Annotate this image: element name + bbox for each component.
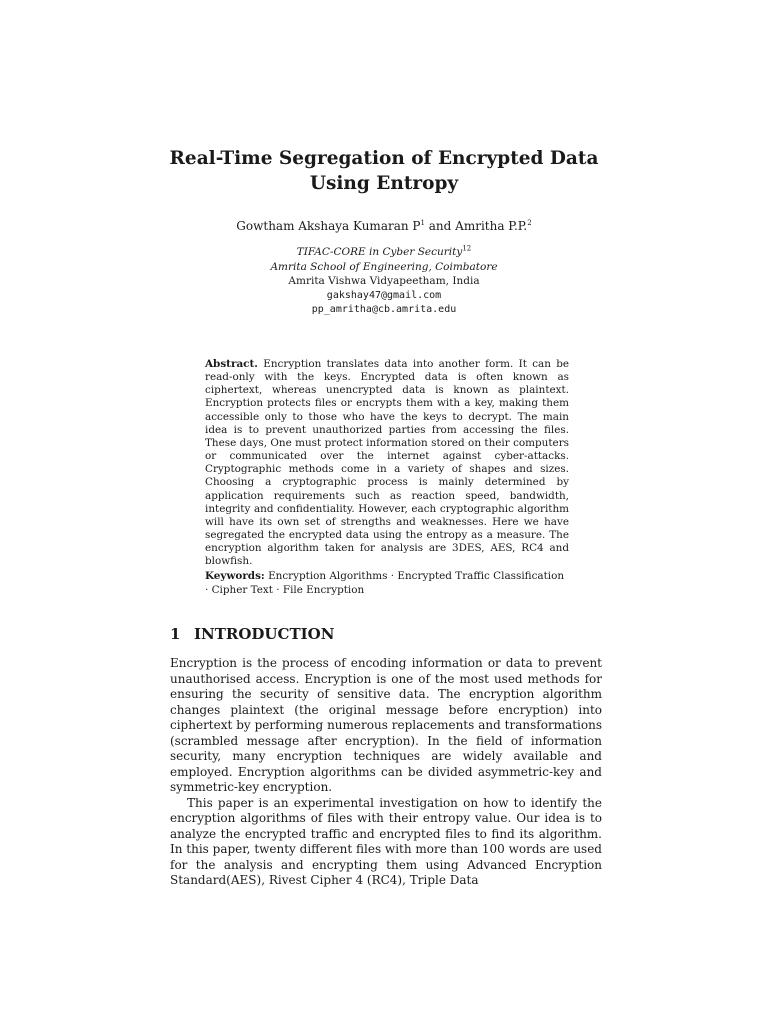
affiliation-line-3: Amrita Vishwa Vidyapeetham, India: [288, 275, 480, 288]
abstract-label: Abstract.: [205, 358, 258, 370]
author-conjunction: and: [424, 219, 456, 233]
affiliation-block: [140, 245, 628, 318]
author-2-sup: 2: [527, 219, 532, 227]
paragraph-1: Encryption is the process of encoding information or data to prevent unauthorised access. Encryption is one of the most used methods for ensuring the security of sensitive data. The encryption algorithm changes plaintext (the original message before encryption) into ciphertext by performing numerous replacements and transformations (scrambled message after encryption). In the field of information security, many encryption techniques are widely available and employed. Encryption algorithms can be divided asymmetric-key and symmetric-key encryption.: [170, 656, 602, 794]
email-1[interactable]: gakshay47@gmail.com: [326, 289, 442, 301]
abstract: [205, 358, 569, 569]
keywords-text: Encryption Algorithms · Encrypted Traffic Classification · Cipher Text · File Encryption: [205, 570, 565, 596]
paper-title: Real-Time Segregation of Encrypted Data Using Entropy: [169, 148, 599, 194]
abstract-text: Encryption translates data into another form. It can be read-only with the keys. Encrypted data is often known as ciphertext, whereas unencrypted data is known as plaintext. Encryption protects files or encrypts them with a key, making them accessible only to those who have the keys to decrypt. The main idea is to prevent unauthorized parties from accessing the files. These days, One must protect information stored on their computers or communicated over the internet against cyber-attacks. Cryptographic methods come in a variety of shapes and sizes. Choosing a cryptographic process is mainly determined by application requirements such as reaction speed, bandwidth, integrity and confidentiality. However, each cryptographic algorithm will have its own set of strengths and weaknesses. Here we have segregated the encrypted data using the entropy as a measure. The encryption algorithm taken for analysis are 3DES, AES, RC4 and blowfish.: [205, 358, 569, 568]
author-2: Amritha P.P.: [455, 219, 528, 233]
keywords-label: Keywords:: [205, 570, 265, 582]
paragraph-2: This paper is an experimental investigation on how to identify the encryption algorithms of files with their entropy value. Our idea is to analyze the encrypted traffic and encrypted files to find its algorithm. In this paper, twenty different files with more than 100 words are used for the analysis and encrypting them using Advanced Encryption Standard(AES), Rivest Cipher 4 (RC4), Triple Data: [170, 795, 602, 887]
affiliation-line-2: Amrita School of Engineering, Coimbatore: [270, 260, 498, 273]
keywords: [205, 570, 569, 597]
section-body: [170, 656, 602, 889]
affiliation-line-1: TIFAC-CORE in Cyber Security: [296, 246, 463, 258]
author-line: [140, 218, 628, 234]
email-2[interactable]: pp_amritha@cb.amrita.edu: [311, 304, 457, 316]
author-1-sup: 1: [420, 219, 425, 227]
author-1: Gowtham Akshaya Kumaran P: [236, 219, 421, 233]
section-number: 1: [170, 625, 181, 643]
section-title: INTRODUCTION: [194, 625, 335, 643]
section-heading: [170, 624, 334, 644]
affiliation-sup: 12: [462, 244, 472, 253]
